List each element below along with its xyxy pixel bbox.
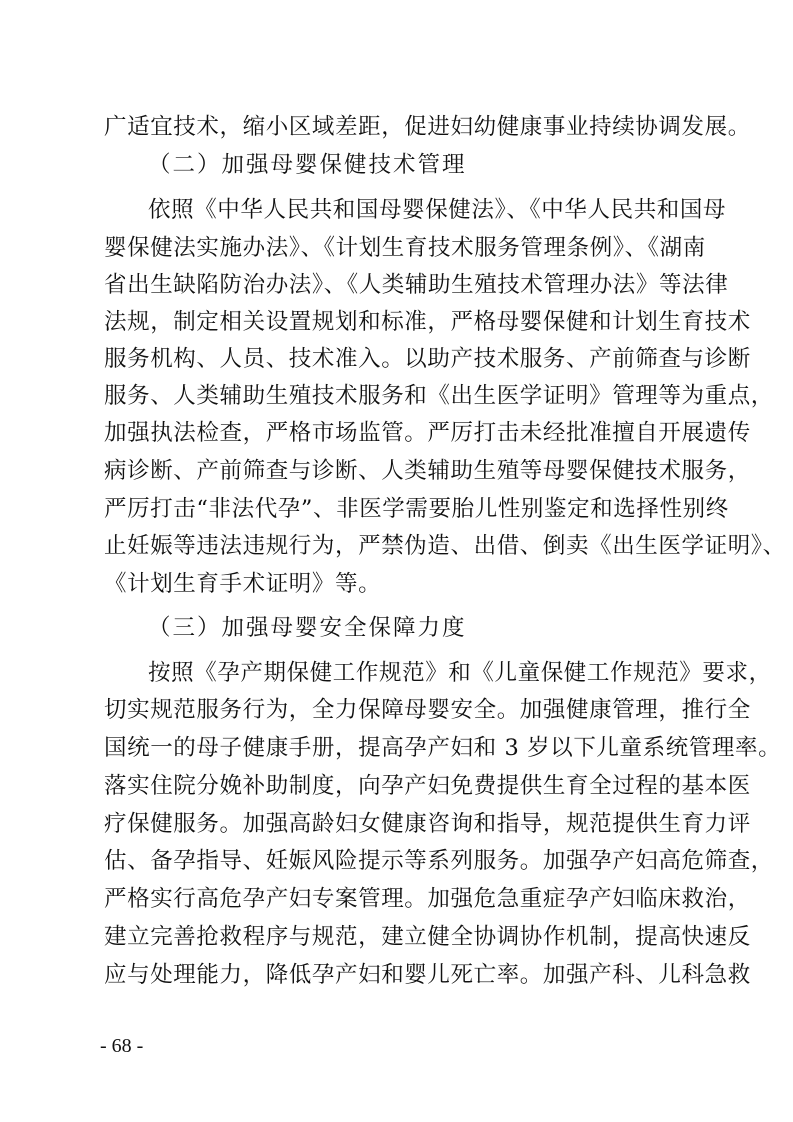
- body-text-line: 病诊断、产前筛查与诊断、人类辅助生殖等母婴保健技术服务，: [104, 458, 751, 484]
- body-text-line: 建立完善抢救程序与规范，建立健全协调协作机制，提高快速反: [104, 924, 751, 950]
- body-text-line: 按照《孕产期保健工作规范》和《儿童保健工作规范》要求，: [148, 660, 772, 686]
- body-text-line: 省出生缺陷防治办法》、《人类辅助生殖技术管理办法》等法律: [104, 272, 729, 298]
- page-number: - 68 -: [100, 1035, 144, 1057]
- body-text-line: 估、备孕指导、妊娠风险提示等系列服务。加强孕产妇高危筛查，: [104, 848, 774, 874]
- body-text-line: 法规，制定相关设置规划和标准，严格母婴保健和计划生育技术: [104, 309, 751, 335]
- body-text-line: 依照《中华人民共和国母婴保健法》、《中华人民共和国母: [148, 197, 727, 223]
- body-text-line: 广适宜技术，缩小区域差距，促进妇幼健康事业持续协调发展。: [104, 114, 751, 140]
- body-text-line: 止妊娠等违法违规行为，严禁伪造、出借、倒卖《出生医学证明》、: [104, 533, 786, 559]
- body-text-line: 严格实行高危孕产妇专案管理。加强危急重症孕产妇临床救治，: [104, 886, 751, 912]
- body-text-line: 应与处理能力，降低孕产妇和婴儿死亡率。加强产科、儿科急救: [104, 962, 751, 988]
- body-text-line: 《计划生育手术证明》等。: [104, 571, 382, 597]
- body-text-line: 严厉打击“非法代孕”、非医学需要胎儿性别鉴定和选择性别终: [104, 496, 729, 522]
- body-text-line: 婴保健法实施办法》、《计划生育技术服务管理条例》、《湖南: [104, 235, 706, 261]
- section-heading: （三）加强母婴安全保障力度: [148, 615, 467, 641]
- body-text-line: 国统一的母子健康手册，提高孕产妇和 3 岁以下儿童系统管理率。: [104, 735, 782, 761]
- body-text-line: 切实规范服务行为，全力保障母婴安全。加强健康管理，推行全: [104, 697, 751, 723]
- body-text-line: 加强执法检查，严格市场监管。严厉打击未经批准擅自开展遗传: [104, 420, 751, 446]
- body-text-line: 服务、人类辅助生殖技术服务和《出生医学证明》管理等为重点，: [104, 383, 774, 409]
- body-text-line: 落实住院分娩补助制度，向孕产妇免费提供生育全过程的基本医: [104, 773, 751, 799]
- body-text-line: 服务机构、人员、技术准入。以助产技术服务、产前筛查与诊断: [104, 346, 751, 372]
- section-heading: （二）加强母婴保健技术管理: [148, 152, 467, 178]
- body-text-line: 疗保健服务。加强高龄妇女健康咨询和指导，规范提供生育力评: [104, 811, 751, 837]
